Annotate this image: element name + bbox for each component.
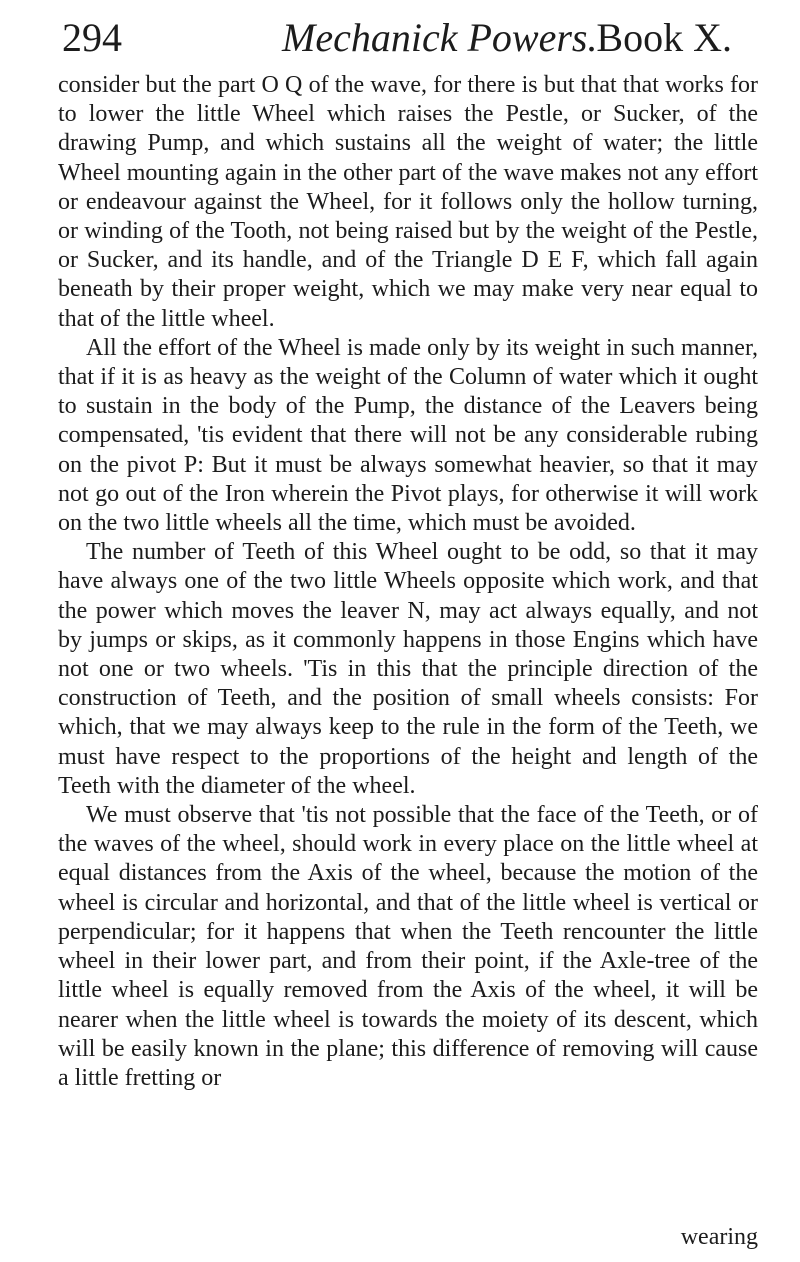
paragraph: The number of Teeth of this Wheel ought to be odd, so that it may have always one of the two little Wheels opposite which work, and that the power which moves the leaver N, may act always equally, and not by jumps or skips, as it commonly happens in those Engins which have not one or two wheels. 'Tis in this that the principle direction of the construction of Teeth, and the position of small wheels consists: For which, that we may always keep to the rule in the form of the Teeth, we must have respect to the proportions of the height and length of the Teeth with the diameter of the wheel. — [58, 539, 758, 799]
paragraph: We must observe that 'tis not possible that the face of the Teeth, or of the waves of the wheel, should work in every place on the little wheel at equal distances from the Axis of the wheel, because the motion of the wheel is circular and horizontal, and that of the little wheel is vertical or perpendicular; for it happens that when the Teeth rencounter the little wheel in their lower part, and from their point, if the Axle-tree of the little wheel is equally removed from the Axis of the wheel, it will be nearer when the little wheel is towards the moiety of its descent, which will be easily known in the plane; this difference of removing will cause a little fretting or — [58, 802, 758, 1091]
book-label: Book X. — [596, 15, 732, 60]
paragraph: consider but the part O Q of the wave, for there is but that that works for to lower the little Wheel which raises the Pestle, or Sucker, of the drawing Pump, and which sustains all the weight of water; the little Wheel mounting again in the other part of the wave makes not any effort or endeavour against the Wheel, for it follows only the hollow turning, or winding of the Tooth, not being raised but by the weight of the Pestle, or Sucker, and its handle, and of the Triangle D E F, which fall again beneath by their proper weight, which we may make very near equal to that of the little wheel. — [58, 72, 758, 332]
running-title: Mechanick Powers. — [282, 15, 598, 60]
page-number: 294 — [62, 15, 122, 60]
paragraph: All the effort of the Wheel is made only by its weight in such manner, that if it is as heavy as the weight of the Column of water which it ought to sustain in the body of the Pump, the distance of the Leavers being compensated, 'tis evident that there will not be any considerable rubing on the pivot P: But it must be always somewhat heavier, so that it may not go out of the Iron wherein the Pivot plays, for otherwise it will work on the two little wheels all the time, which must be avoided. — [58, 334, 758, 537]
running-header — [50, 8, 750, 68]
catchword: wearing — [680, 1224, 758, 1250]
body-text — [58, 71, 758, 1093]
